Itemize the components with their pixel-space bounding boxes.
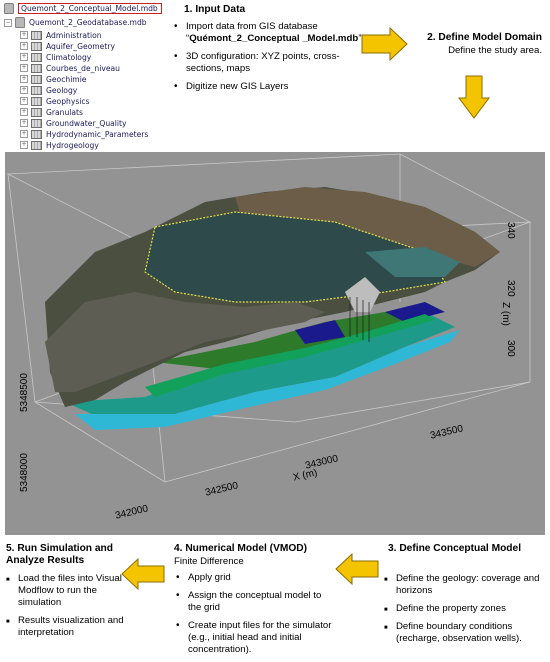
tree-item-label: Climatology: [46, 52, 92, 62]
z-tick-label: 320: [505, 280, 516, 297]
z-tick-label: 340: [505, 222, 516, 239]
s3-bullet: ■ Define the geology: coverage and horizons: [382, 573, 546, 597]
database-icon: [15, 17, 25, 28]
tree-item-label: Geophysics: [46, 96, 90, 106]
tree-db-label: Quemont_2_Geodatabase.mdb: [29, 18, 147, 27]
s4-bullet: • Create input files for the simulator (e.g., initial head and initial concentration).: [174, 620, 332, 656]
tree-item[interactable]: [20, 74, 86, 84]
step4-title: 4. Numerical Model (VMOD): [174, 543, 308, 554]
expand-icon[interactable]: +: [21, 141, 27, 148]
tree-item[interactable]: [20, 30, 102, 40]
tree-db-label: Quemont_2_Conceptual_Model.mdb: [18, 3, 162, 14]
feature-dataset-icon: [31, 42, 42, 51]
arrow-left-icon: [334, 552, 380, 586]
feature-dataset-icon: [31, 31, 42, 40]
expand-icon[interactable]: +: [21, 86, 27, 93]
expand-icon[interactable]: +: [21, 53, 27, 60]
y-tick-label: 5348500: [19, 373, 30, 412]
step5-list: [4, 573, 124, 645]
feature-dataset-icon: [31, 108, 42, 117]
feature-dataset-icon: [31, 75, 42, 84]
step1-list: [172, 21, 372, 99]
step1-title: 1. Input Data: [184, 4, 246, 15]
tree-db-geodatabase[interactable]: [4, 17, 147, 28]
tree-item-label: Hydrodynamic_Parameters: [46, 129, 149, 139]
tree-item[interactable]: [20, 52, 91, 62]
step1-bullet: • Import data from GIS database “Quémont_2_Conceptual _Model.mdb”: [172, 21, 372, 45]
gis-database-tree: [4, 2, 168, 152]
tree-item[interactable]: [20, 129, 148, 139]
tree-item-label: Geochimie: [46, 74, 87, 84]
tree-item[interactable]: [20, 118, 127, 128]
feature-dataset-icon: [31, 97, 42, 106]
tree-item[interactable]: [20, 63, 120, 73]
step1-bullet: • 3D configuration: XYZ points, cross-sections, maps: [172, 51, 372, 75]
feature-dataset-icon: [31, 130, 42, 139]
arrow-right-icon: [360, 26, 410, 62]
step4-list: [174, 572, 332, 662]
tree-item-label: Groundwater_Quality: [46, 118, 127, 128]
expand-icon[interactable]: +: [21, 119, 27, 126]
expand-icon[interactable]: +: [21, 75, 27, 82]
tree-item-label: Geology: [46, 85, 78, 95]
arrow-down-icon: [458, 74, 490, 120]
step5-title: 5. Run Simulation and Analyze Results: [6, 543, 113, 566]
s4-bullet: • Assign the conceptual model to the grid: [174, 590, 332, 614]
tree-item-label: Granulats: [46, 107, 83, 117]
feature-dataset-icon: [31, 86, 42, 95]
x-tick-label: 343500: [429, 423, 465, 442]
collapse-icon[interactable]: −: [5, 18, 11, 26]
s3-bullet: ■ Define boundary conditions (recharge, observation wells).: [382, 621, 546, 645]
feature-dataset-icon: [31, 119, 42, 128]
database-icon: [4, 3, 14, 14]
terrain-3d-render: [5, 152, 545, 535]
x-tick-label: 342000: [114, 503, 150, 522]
tree-item-label: Courbes_de_niveau: [46, 63, 120, 73]
tree-item[interactable]: [20, 96, 90, 106]
s3-bullet: ■ Define the property zones: [382, 603, 546, 615]
expand-icon[interactable]: +: [21, 42, 27, 49]
tree-item[interactable]: [20, 140, 99, 150]
expand-icon[interactable]: +: [21, 64, 27, 71]
step4-subtitle: Finite Difference: [174, 556, 244, 567]
s5-bullet: ■ Load the files into Visual Modflow to run the simulation: [4, 573, 124, 609]
step3-list: [382, 573, 546, 651]
expand-icon[interactable]: +: [21, 130, 27, 137]
x-tick-label: 343000: [304, 453, 340, 472]
tree-db-conceptual[interactable]: [4, 3, 162, 14]
tree-item-label: Hydrogeology: [46, 140, 99, 150]
step3-title: 3. Define Conceptual Model: [388, 543, 522, 554]
expand-icon[interactable]: +: [21, 97, 27, 104]
expand-icon[interactable]: +: [21, 31, 27, 38]
x-axis-label: X (m): [292, 467, 319, 484]
tree-item[interactable]: [20, 41, 115, 51]
step1-bullet: • Digitize new GIS Layers: [172, 81, 372, 93]
tree-item-label: Administration: [46, 30, 102, 40]
tree-item[interactable]: [20, 107, 83, 117]
s4-bullet: • Apply grid: [174, 572, 332, 584]
step2-title: 2. Define Model Domain: [427, 32, 542, 43]
s5-bullet: ■ Results visualization and interpretation: [4, 615, 124, 639]
z-axis-label: Z (m): [500, 302, 511, 326]
tree-item[interactable]: [20, 85, 77, 95]
tree-item-label: Aquifer_Geometry: [46, 41, 115, 51]
step2-subtitle: Define the study area.: [448, 45, 542, 56]
y-tick-label: 5348000: [19, 453, 30, 492]
feature-dataset-icon: [31, 141, 42, 150]
feature-dataset-icon: [31, 64, 42, 73]
model-3d-figure: [5, 152, 545, 535]
x-tick-label: 342500: [204, 480, 240, 499]
expand-icon[interactable]: +: [21, 108, 27, 115]
z-tick-label: 300: [505, 340, 516, 357]
feature-dataset-icon: [31, 53, 42, 62]
